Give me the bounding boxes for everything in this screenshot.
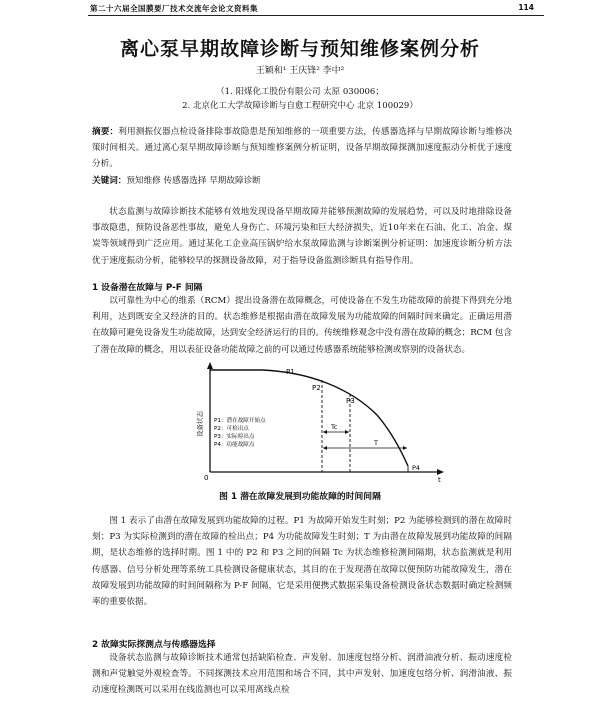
abstract — [92, 124, 512, 173]
y-axis-label: 设备状态 — [196, 411, 204, 437]
t-arrow-head-left — [323, 446, 327, 450]
affiliation-2: 2. 北京化工大学故障诊断与自愈工程研究中心 北京 100029） — [182, 101, 418, 111]
legend-item: P4：功能故障点 — [214, 442, 255, 448]
page-number: 114 — [518, 3, 534, 12]
intro-paragraph: 状态监测与故障诊断技术能够有效地发现设备早期故障并能够预测故障的发展趋势，可以及时地排除设备事故隐患，预防设备恶性事故，避免人身伤亡、环境污染和巨大经济损失，近10年来在石油、化工、冶金、煤炭等领域得到广泛应用。通过某化工企业高压锅炉给水泵故障监测与诊断案例分析证明：加速度诊断分析方法优于速度振动分析，能够较早的探测设备故障，对于指导设备监测诊断具有指导作用。 — [92, 207, 512, 266]
x-axis-label: t — [438, 476, 441, 484]
running-header — [88, 2, 544, 16]
figure-paragraph: 图 1 表示了由潜在故障发展到功能故障的过程。P1 为故障开始发生时刻；P2 为能够检测到的潜在故障时刻；P3 为实际检测到的潜在故障的检出点；P4 为功能故障发生时刻；T 为由潜在故障发展到功能故障的间隔期，是状态维修的选择时期。图 1 中的 P2 和 P3 之间的间隔 Tc 为状态维修检测间隔期，状态监测就是利用传感器、信号分析处理等系统工具检测设备健康状态，其目的在于发现潜在故障以便预防功能故障发生，潜在故障发展到功能故障的时间间隔称为 P-F 间隔，它是采用便携式数据采集设备检测设备状态数据时确定检测频率的重要依据。 — [92, 516, 512, 608]
y-axis-arrow — [207, 362, 213, 369]
legend-item: P3：实际检出点 — [214, 434, 255, 440]
keywords — [92, 173, 512, 189]
tc-arrow-head-right — [345, 430, 349, 434]
paper-title: 离心泵早期故障诊断与预知维修案例分析 — [119, 38, 480, 60]
journal-name: 第二十六届全国膜要厂技术交流年会论文资料集 — [90, 4, 258, 13]
p1-label: P1 — [286, 368, 295, 376]
keywords-text: 预知维修 传感器选择 早期故障诊断 — [126, 176, 261, 186]
abstract-label: 摘要： — [92, 127, 119, 137]
section-2-heading: 2 故障实际探测点与传感器选择 — [92, 640, 216, 650]
p3-label: P3 — [346, 397, 355, 405]
section-1-paragraph: 以可靠性为中心的维系（RCM）提出设备潜在故障概念，可使设备在不发生功能故障的前提下得到充分地利用，达到既安全又经济的目的。状态维修是根据由潜在故障发展为功能故障的间隔时间来确定。正确运用潜在故障可避免设备发生功能故障，达到安全经济运行的目的。传统维修观念中没有潜在故障的概念；RCM 包含了潜在故障的概念，用以表征设备功能故障之前的可以通过传感器系统能够检测或察别的设备状态。 — [92, 296, 512, 355]
pf-interval-figure — [172, 360, 452, 485]
t-label: T — [374, 439, 378, 447]
section-1-heading: 1 设备潜在故障与 P-F 间隔 — [92, 283, 203, 293]
tc-arrow-head-left — [323, 430, 327, 434]
authors: 王颖和¹ 王庆锋² 李中² — [255, 66, 345, 76]
affiliation-1: （1. 阳煤化工股份有限公司 太原 030006； — [216, 87, 384, 97]
t-arrow-head-right — [403, 446, 407, 450]
legend-item: P2：可检出点 — [214, 426, 249, 432]
figure-caption: 图 1 潜在故障发展到功能故障的时间间隔 — [219, 492, 381, 502]
origin-label: 0 — [204, 474, 209, 482]
p4-label: P4 — [412, 464, 421, 472]
keywords-label: 关键词： — [92, 176, 127, 186]
legend-item: P1：潜在故障开始点 — [214, 418, 266, 424]
x-axis-arrow — [437, 469, 444, 475]
p2-label: P2 — [312, 384, 321, 392]
section-2-paragraph: 设备状态监测与故障诊断技术通常包括缺陷检查、声发射、加速度包络分析、润滑油液分析、振动速度检测和声觉触觉外观检查等。不同探测技术应用范围和场合不同，其中声发射、加速度包络分析、润滑油液、振动速度检测既可以采用在线监测也可以采用离线点检 — [92, 653, 512, 696]
abstract-text: 利用测振仪器点检设备排除事故隐患是预知维修的一项重要方法，传感器选择与早期故障诊断与维修决策时间相关。通过离心泵早期故障诊断与预知维修案例分析证明，设备早期故障探测加速度振动分析优于速度分析。 — [92, 127, 512, 170]
tc-label: Tc — [331, 423, 338, 431]
